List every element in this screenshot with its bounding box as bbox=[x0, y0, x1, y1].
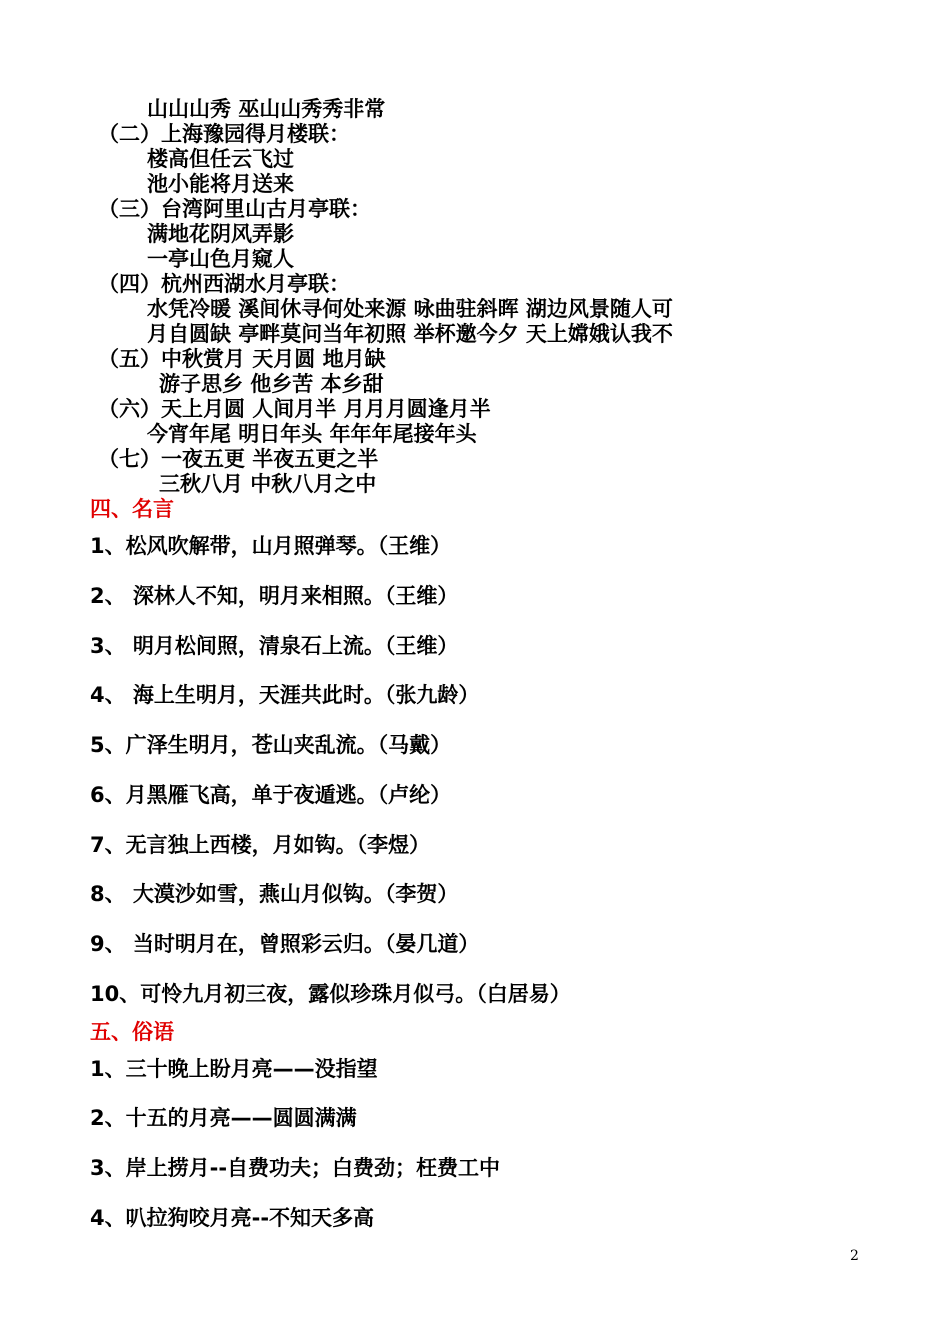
couplet-3-title: （三）台湾阿里山古月亭联： bbox=[98, 197, 371, 221]
section-heading-sayings: 四、名言 bbox=[90, 497, 174, 521]
couplet-6-title: （六）天上月圆 人间月半 月月月圆逢月半 bbox=[98, 397, 491, 421]
proverb-item: 1、三十晚上盼月亮——没指望 bbox=[90, 1057, 378, 1081]
couplet-4-title: （四）杭州西湖水月亭联： bbox=[98, 272, 350, 296]
saying-item: 7、无言独上西楼，月如钩。（李煜） bbox=[90, 833, 431, 857]
couplet-2-line-1: 楼高但任云飞过 bbox=[147, 147, 294, 171]
couplet-3-line-2: 一亭山色月窥人 bbox=[147, 247, 294, 271]
section-heading-proverbs: 五、俗语 bbox=[90, 1020, 174, 1044]
couplet-5-title: （五）中秋赏月 天月圆 地月缺 bbox=[98, 347, 386, 371]
couplet-2-line-2: 池小能将月送来 bbox=[147, 172, 294, 196]
saying-item: 8、 大漠沙如雪，燕山月似钩。（李贺） bbox=[90, 882, 459, 906]
couplet-5-line-2: 游子思乡 他乡苦 本乡甜 bbox=[159, 372, 384, 396]
saying-item: 4、 海上生明月，天涯共此时。（张九龄） bbox=[90, 683, 480, 707]
saying-item: 2、 深林人不知，明月来相照。（王维） bbox=[90, 584, 459, 608]
couplet-4-line-1: 水凭冷暖 溪间休寻何处来源 咏曲驻斜晖 湖边风景随人可 bbox=[147, 297, 673, 321]
saying-item: 3、 明月松间照，清泉石上流。（王维） bbox=[90, 634, 459, 658]
saying-item: 6、月黑雁飞高，单于夜遁逃。（卢纶） bbox=[90, 783, 452, 807]
proverb-item: 2、十五的月亮——圆圆满满 bbox=[90, 1106, 357, 1130]
couplet-3-line-1: 满地花阴风弄影 bbox=[147, 222, 294, 246]
proverb-item: 4、叭拉狗咬月亮--不知天多高 bbox=[90, 1206, 375, 1230]
saying-item: 9、 当时明月在，曾照彩云归。（晏几道） bbox=[90, 932, 480, 956]
saying-item: 10、可怜九月初三夜，露似珍珠月似弓。（白居易） bbox=[90, 982, 571, 1006]
couplet-4-line-2: 月自圆缺 亭畔莫问当年初照 举杯邀今夕 天上嫦娥认我不 bbox=[147, 322, 673, 346]
couplet-2-title: （二）上海豫园得月楼联： bbox=[98, 122, 350, 146]
saying-item: 5、广泽生明月，苍山夹乱流。（马戴） bbox=[90, 733, 452, 757]
couplet-6-line-2: 今宵年尾 明日年头 年年年尾接年头 bbox=[147, 422, 477, 446]
couplet-7-title: （七）一夜五更 半夜五更之半 bbox=[98, 447, 379, 471]
couplet-1-line-2: 山山山秀 巫山山秀秀非常 bbox=[147, 97, 386, 121]
page-number: 2 bbox=[850, 1248, 859, 1264]
couplet-7-line-2: 三秋八月 中秋八月之中 bbox=[159, 472, 377, 496]
saying-item: 1、松风吹解带，山月照弹琴。（王维） bbox=[90, 534, 452, 558]
proverb-item: 3、岸上捞月--自费功夫；白费劲；枉费工中 bbox=[90, 1156, 501, 1180]
